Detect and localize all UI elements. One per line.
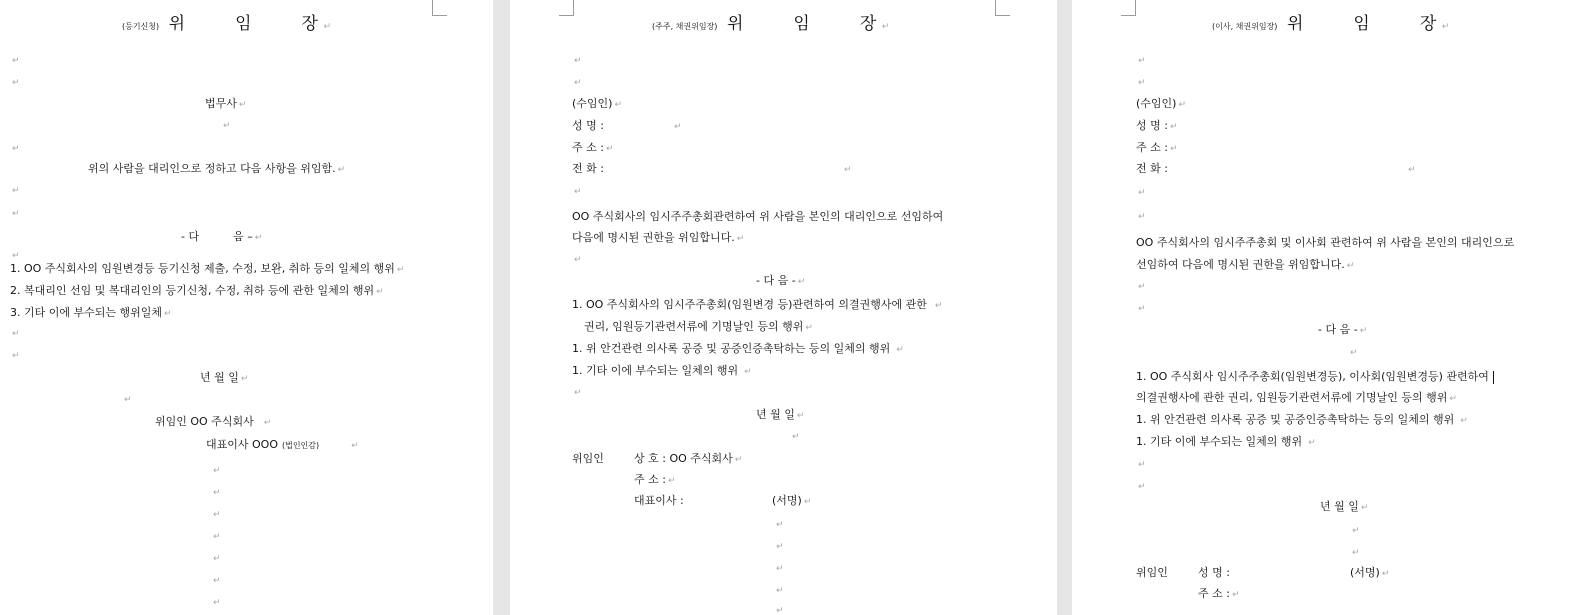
paragraph-mark: ↵ <box>223 121 231 131</box>
signature-label: (서명) ↵ <box>772 494 812 507</box>
paragraph-mark: ↵ <box>1352 548 1360 558</box>
list-item: 1. 기타 이에 부수되는 일체의 행위 ↵ <box>572 364 752 377</box>
document-page-3 <box>1072 0 1575 615</box>
crop-mark <box>559 0 574 16</box>
paragraph-mark: ↵ <box>1138 212 1146 222</box>
document-page-1 <box>0 0 493 615</box>
list-item: 1. OO 주식회사의 임원변경등 등기신청 제출, 수정, 보완, 취하 등의 일체의 행위 ↵ <box>10 262 405 275</box>
paragraph-mark: ↵ <box>12 351 20 361</box>
intro-text: OO 주식회사의 임시주주총회 및 이사회 관련하여 위 사람을 본인의 대리인으로 <box>1136 236 1515 249</box>
paragraph-mark: ↵ <box>1352 526 1360 536</box>
crop-mark <box>432 0 447 16</box>
paragraph-mark: ↵ <box>792 432 800 442</box>
date-line: 년 월 일 ↵ <box>1320 500 1369 513</box>
agent-header: (수임인) ↵ <box>572 97 623 110</box>
paragraph-mark: ↵ <box>1138 482 1146 492</box>
section-heading: - 다 음 - ↵ <box>1318 323 1368 336</box>
section-heading: - 다 음 – ↵ <box>181 230 263 243</box>
phone-field: 전 화 : ↵ <box>1136 162 1416 175</box>
paragraph-mark: ↵ <box>1138 304 1146 314</box>
paragraph-mark: ↵ <box>776 542 784 552</box>
paragraph-mark: ↵ <box>1138 188 1146 198</box>
list-item: 3. 기타 이에 부수되는 행위일체 ↵ <box>10 306 172 319</box>
text-cursor <box>1493 371 1494 384</box>
paragraph-mark: ↵ <box>1138 56 1146 66</box>
paragraph-mark: ↵ <box>776 564 784 574</box>
crop-mark <box>1121 0 1136 16</box>
list-item: 권리, 임원등기관련서류에 기명날인 등의 행위 ↵ <box>584 320 813 333</box>
paragraph-mark: ↵ <box>776 606 784 615</box>
intro-text: 선임하여 다음에 명시된 권한을 위임합니다. ↵ <box>1136 258 1355 271</box>
delegator-line: 위임인 OO 주식회사 ↵ <box>155 415 272 428</box>
intro-text: OO 주식회사의 임시주주총회관련하여 위 사람을 본인의 대리인으로 선임하여 <box>572 210 944 223</box>
paragraph-mark: ↵ <box>12 329 20 339</box>
address-field: 주 소 : ↵ <box>1198 587 1240 600</box>
signature-label: (서명) ↵ <box>1350 566 1390 579</box>
list-item: 1. OO 주식회사의 임시주주총회(임원변경 등)관련하여 의결권행사에 관한 ↵ <box>572 298 943 311</box>
paragraph-mark: ↵ <box>776 520 784 530</box>
address-field: 주 소 : ↵ <box>572 141 614 154</box>
address-field: 주 소 : ↵ <box>1136 141 1178 154</box>
page-title: (이사, 채권위임장) 위 임 장 ↵ <box>1212 14 1450 34</box>
paragraph-mark: ↵ <box>12 144 20 154</box>
page-title: (등기신청) 위 임 장 ↵ <box>122 14 332 34</box>
list-item: 1. 위 안건관련 의사록 공증 및 공증인증촉탁하는 등의 일체의 행위 ↵ <box>1136 413 1468 426</box>
paragraph-mark: ↵ <box>574 187 582 197</box>
section-heading: - 다 음 - ↵ <box>756 274 806 287</box>
agent-header: (수임인) ↵ <box>1136 97 1187 110</box>
paragraph-mark: ↵ <box>574 255 582 265</box>
paragraph-mark: ↵ <box>213 598 221 608</box>
paragraph-mark: ↵ <box>1138 282 1146 292</box>
paragraph-mark: ↵ <box>574 56 582 66</box>
paragraph-mark: ↵ <box>12 56 20 66</box>
paragraph-mark: ↵ <box>213 466 221 476</box>
list-item: 2. 복대리인 선임 및 복대리인의 등기신청, 수정, 취하 등에 관한 일체의 행위 ↵ <box>10 284 384 297</box>
phone-field: 전 화 : ↵ <box>572 162 852 175</box>
paragraph-mark: ↵ <box>213 510 221 520</box>
paragraph-mark: ↵ <box>124 395 132 405</box>
document-page-2 <box>510 0 1057 615</box>
agent-label: 법무사 ↵ <box>205 97 247 110</box>
paragraph-mark: ↵ <box>12 186 20 196</box>
intro-text: 위의 사람을 대리인으로 정하고 다음 사항을 위임함. ↵ <box>88 162 346 175</box>
paragraph-mark: ↵ <box>12 251 20 261</box>
page-title: (주주, 채권위임장) 위 임 장 ↵ <box>652 14 890 34</box>
list-item: 1. 기타 이에 부수되는 일체의 행위 ↵ <box>1136 435 1316 448</box>
paragraph-mark: ↵ <box>1350 348 1358 358</box>
intro-text: 다음에 명시된 권한을 위임합니다. ↵ <box>572 231 745 244</box>
list-item: 1. OO 주식회사 임시주주총회(임원변경등), 이사회(임원변경등) 관련하여 <box>1136 370 1494 384</box>
paragraph-mark: ↵ <box>12 209 20 219</box>
company-field: 상 호 : OO 주식회사 ↵ <box>634 452 743 465</box>
paragraph-mark: ↵ <box>1138 78 1146 88</box>
representative-field: 대표이사 : <box>634 494 684 507</box>
paragraph-mark: ↵ <box>213 576 221 586</box>
name-field: 성 명 : <box>1198 566 1230 579</box>
address-field: 주 소 : ↵ <box>634 473 676 486</box>
delegator-label: 위임인 <box>1136 566 1168 579</box>
list-item: 의결권행사에 관한 권리, 임원등기관련서류에 기명날인 등의 행위 ↵ <box>1136 391 1457 404</box>
representative-line: 대표이사 OOO (법인인감) ↵ <box>206 438 359 451</box>
paragraph-mark: ↵ <box>213 554 221 564</box>
paragraph-mark: ↵ <box>776 586 784 596</box>
paragraph-mark: ↵ <box>1138 460 1146 470</box>
crop-mark <box>995 0 1010 16</box>
paragraph-mark: ↵ <box>12 78 20 88</box>
date-line: 년 월 일 ↵ <box>756 408 805 421</box>
paragraph-mark: ↵ <box>574 78 582 88</box>
date-line: 년 월 일 ↵ <box>200 371 249 384</box>
paragraph-mark: ↵ <box>213 488 221 498</box>
paragraph-mark: ↵ <box>213 532 221 542</box>
list-item: 1. 위 안건관련 의사록 공증 및 공증인증촉탁하는 등의 일체의 행위 ↵ <box>572 342 904 355</box>
name-field: 성 명 : ↵ <box>1136 119 1178 132</box>
paragraph-mark: ↵ <box>574 388 582 398</box>
name-field: 성 명 : ↵ <box>572 119 682 132</box>
delegator-label: 위임인 <box>572 452 604 465</box>
